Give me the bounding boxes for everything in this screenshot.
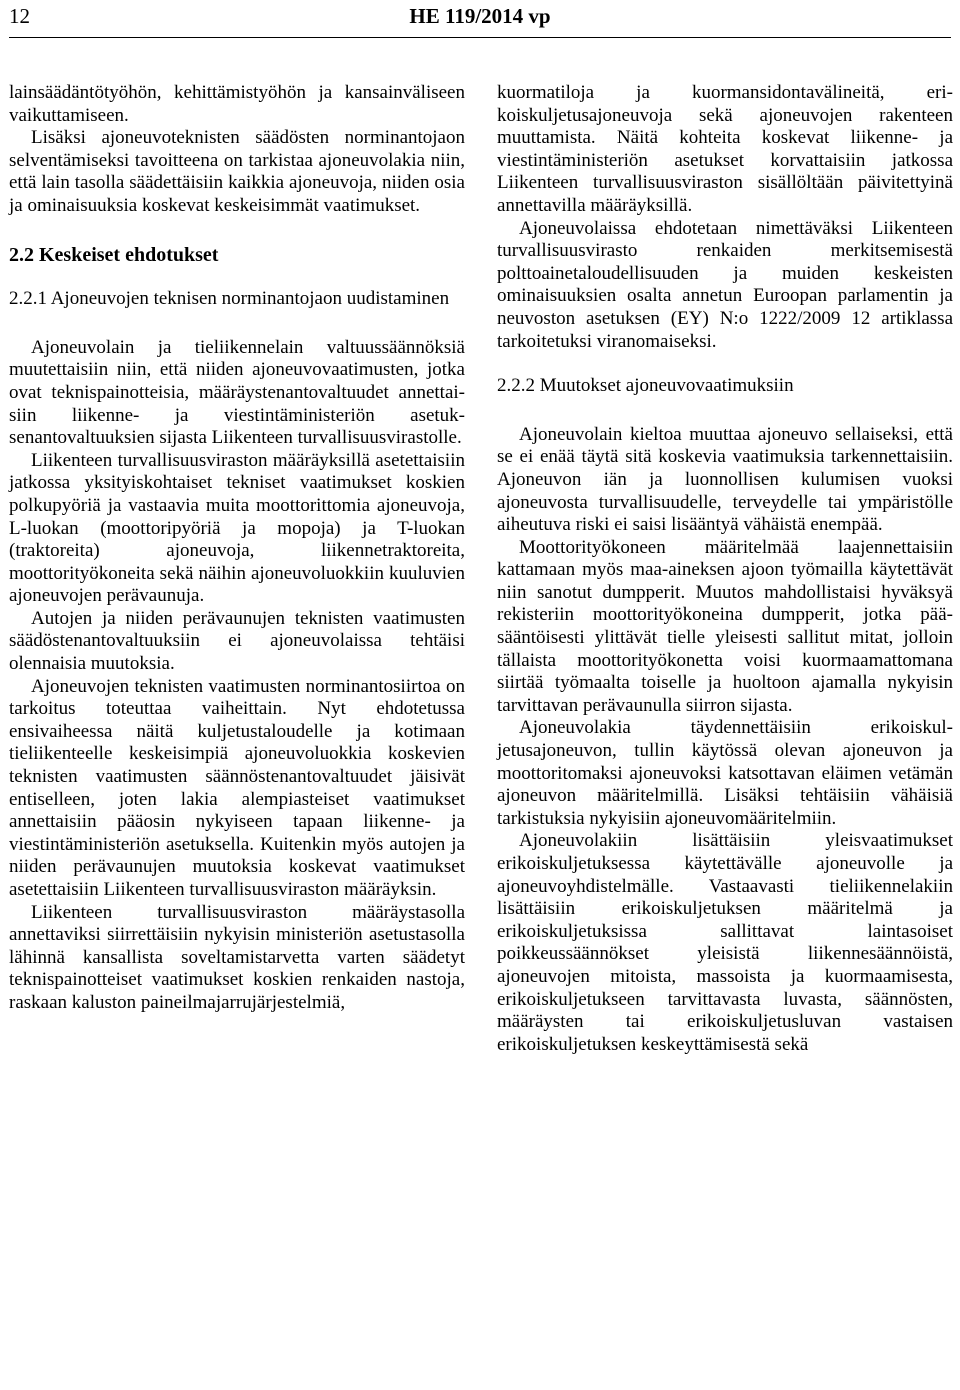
right-column	[497, 82, 953, 1056]
paragraph: Ajoneuvolakia täydennettäisiin erikoiskuljetusajoneuvon, tullin käytössä olevan ajoneuvon ja moottoritomaksi ajoneuvoksi katsottavan eläimen vetämän ajoneuvon määritelmillä. Lisäksi tehtäisiin vähäisiä tarkistuksia nykyisiin ajoneuvomääritelmiin.	[497, 717, 953, 829]
page-number: 12	[9, 4, 30, 28]
paragraph: Ajoneuvolaissa ehdotetaan nimettäväksi Liikenteen turvallisuusvirasto renkaiden merkitsemisestä polttoainetaloudellisuuden ja muiden keskeisten ominaisuuksien osalta annetun Euroopan parlamentin ja neuvoston asetuksen (EY) N:o 1222/2009 12 artiklassa tarkoitetuksi viranomaiseksi.	[497, 217, 953, 352]
document-id: HE 119/2014 vp	[409, 4, 551, 28]
paragraph: Ajoneuvolain ja tieliikennelain valtuussäännöksiä muutettaisiin niin, että niiden ajoneuvovaatimusten, jotka ovat teknispainotteisia, määräystenantovaltuudet annettaisiin liikenne- ja viestintäministeriön asetuksenantovaltuuksien sijasta Liikenteen turvallisuusvirastolle.	[9, 336, 465, 449]
page-header	[0, 0, 960, 34]
paragraph: Lisäksi ajoneuvoteknisten säädösten norminantojaon selventämiseksi tavoitteena on tarkistaa ajoneuvolakia niin, että lain tasolla säädettäisiin kaikkia ajoneuvoja, niiden osia ja ominaisuuksia koskevat keskeisimmät vaatimukset.	[9, 127, 465, 216]
paragraph: Liikenteen turvallisuusviraston määräyksillä asetettaisiin jatkossa yksityiskohtaiset tekniset vaatimukset koskien polkupyöriä ja vastaavia muita moottorittomia ajoneuvoja, L-luokan (moottoripyöriä ja mopoja) ja T-luokan (traktoreita) ajoneuvoja, liikennetraktoreita, moottorityökoneita sekä näihin ajoneuvoluokkiin kuuluvien ajoneuvojen perävaunuja.	[9, 449, 465, 607]
paragraph: Ajoneuvolakiin lisättäisiin yleisvaatimukset erikoiskuljetuksessa käytettävälle ajoneuvolle ja ajoneuvoyhdistelmälle. Vastaavasti tieliikennelakiin lisättäisiin erikoiskuljetuksen määritelmä ja erikoiskuljetuksissa sallittavat laintasoiset poikkeussäännökset yleisistä liikennesäännöistä, ajoneuvojen mitoista, massoista ja kuormaamisesta, erikoiskuljetukseen tarvittavasta luvasta, säännösten, määräysten tai erikoiskuljetusluvan vastaisen erikoiskuljetuksen keskeyttämisestä sekä	[497, 830, 953, 1055]
paragraph: kuormatiloja ja kuormansidontavälineitä, erikoiskuljetusajoneuvoja sekä ajoneuvojen rakenteen muuttamista. Näitä kohteita koskevat liikenne- ja viestintäministeriön asetukset korvattaisiin jatkossa Liikenteen turvallisuusviraston sisällöltään päivitettyinä annettavilla määräyksillä.	[497, 82, 953, 216]
header-divider	[9, 37, 951, 38]
paragraph: Liikenteen turvallisuusviraston määräystasolla annettaviksi siirrettäisiin nykyisin ministeriön asetustasolla lähinnä kansallista soveltamistarvetta varten säädetyt teknispainotteiset vaatimukset koskien renkaiden nastoja, raskaan kaluston paineilmajarrujärjestelmiä,	[9, 901, 465, 1013]
paragraph: Moottorityökoneen määritelmää laajennettaisiin kattamaan myös maa-aineksen ajoon työmailla käytettävät niin sanotut dumpperit. Muutos mahdollistaisi hyväksyä rekisteriin moottorityökoneina dumpperit, jotka pääsääntöisesti ylittävät tielle yleisesti sallitut mitat, jolloin tällaista moottorityökonetta voisi kuormaamattomana siirtää työmaalta toiselle ja huoltoon ajamalla nykyisin tarvittavan perävaunulla siirron sijasta.	[497, 536, 953, 716]
paragraph: lainsäädäntötyöhön, kehittämistyöhön ja kansainväliseen vaikuttamiseen.	[9, 82, 465, 126]
section-heading: 2.2 Keskeiset ehdotukset	[9, 243, 219, 266]
paragraph: Autojen ja niiden perävaunujen teknisten vaatimusten säädöstenantovaltuuksiin ei ajoneuvolaissa tehtäisi olennaisia muutoksia.	[9, 607, 465, 675]
paragraph: Ajoneuvolain kieltoa muuttaa ajoneuvo sellaiseksi, että se ei enää täytä sitä koskevia vaatimuksia tarkennettaisiin. Ajoneuvon iän ja luonnollisen kulumisen vuoksi ajoneuvosta turvallisuudelle, terveydelle tai ympäristölle aiheutuva riski ei saisi lisääntyä vähäistä enempää.	[497, 423, 953, 536]
left-column	[9, 82, 465, 1015]
subsection-heading: 2.2.1 Ajoneuvojen teknisen norminantojaon uudistaminen	[9, 288, 450, 310]
paragraph: Ajoneuvojen teknisten vaatimusten norminantosiirtoa on tarkoitus toteuttaa vaiheittain. Nyt ehdotetussa ensivaiheessa näitä kuljetustaloudelle ja kotimaan tieliikenteelle keskeisimpiä ajoneuvoluokkia koskevien teknisten vaatimusten säännöstenantovaltuudet jäisivät entiselleen, joten lakia alempiasteiset vaatimukset annettaisiin pääosin nykyiseen tapaan liikenne- ja viestintäministeriön asetuksella. Kuitenkin myös autojen ja niiden perävaunujen muutoksia koskevat vaatimukset asetettaisiin Liikenteen turvallisuusviraston määräyksin.	[9, 675, 465, 900]
subsection-heading: 2.2.2 Muutokset ajoneuvovaatimuksiin	[497, 375, 794, 397]
